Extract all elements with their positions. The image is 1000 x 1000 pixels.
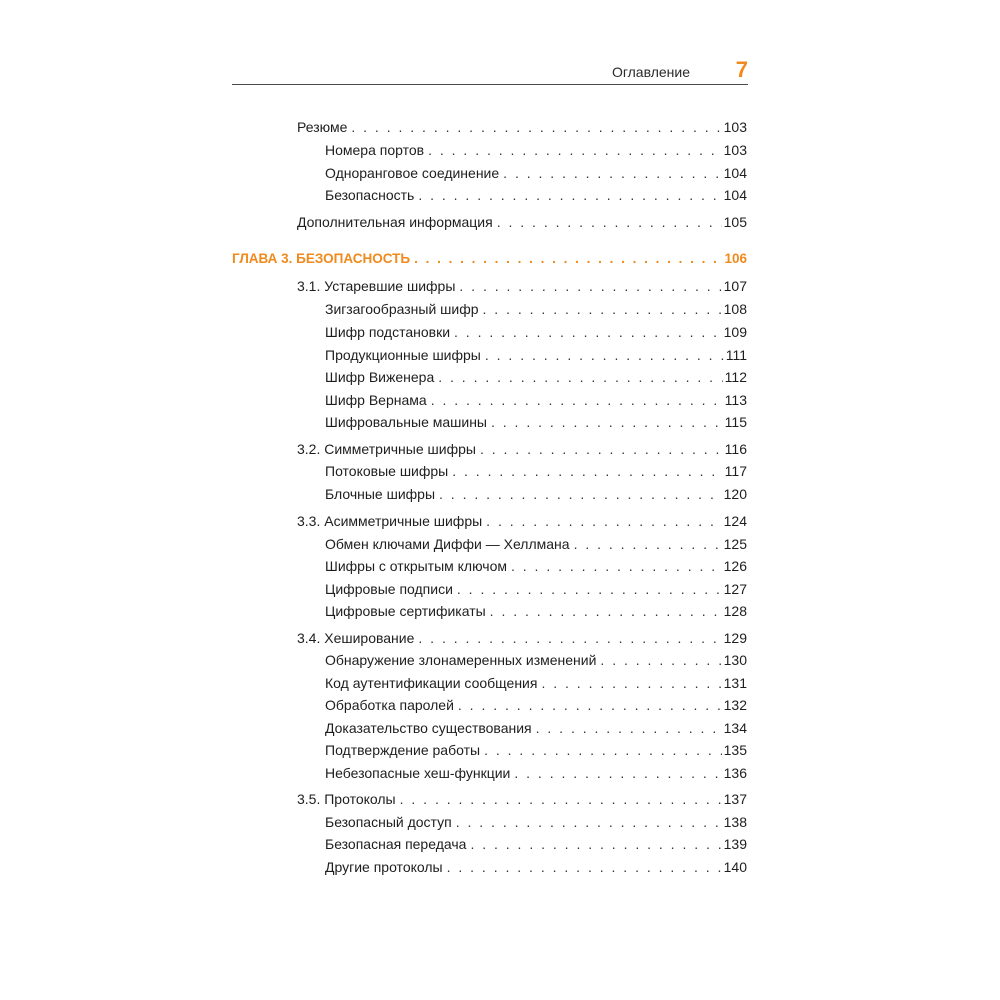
toc-entry-title: 3.2. Симметричные шифры [297, 441, 476, 457]
toc-entry[interactable] [325, 580, 747, 598]
toc-entry[interactable] [325, 858, 747, 876]
toc-entry[interactable] [325, 719, 747, 737]
toc-entry-page: 112 [724, 369, 747, 385]
toc-leader-dots [428, 141, 722, 159]
toc-entry-title: Шифр Вернама [325, 392, 427, 408]
toc-entry-page: 103 [723, 142, 747, 158]
toc-entry-title: Шифр подстановки [325, 324, 451, 340]
toc-leader-dots [458, 696, 722, 714]
toc-entry[interactable] [325, 741, 747, 759]
toc-entry-page: 111 [725, 347, 747, 363]
header-title: Оглавление [611, 64, 690, 80]
toc-entry-title: Продукционные шифры [325, 347, 481, 363]
toc-leader-dots [541, 674, 721, 692]
toc-entry-page: 138 [723, 814, 747, 830]
toc-entry[interactable] [325, 368, 747, 386]
toc-entry-page: 126 [723, 558, 747, 574]
toc-entry[interactable] [297, 118, 747, 136]
toc-entry[interactable] [325, 535, 747, 553]
toc-leader-dots [438, 368, 722, 386]
toc-entry[interactable] [297, 277, 747, 295]
toc-leader-dots [484, 741, 722, 759]
toc-entry-title: Доказательство существования [325, 720, 532, 736]
toc-entry-title: Шифр Виженера [325, 369, 435, 385]
toc-leader-dots [470, 835, 721, 853]
toc-entry-page: 116 [724, 441, 747, 457]
toc-entry[interactable] [325, 164, 747, 182]
toc-entry-title: Шифровальные машины [325, 414, 487, 430]
toc-entry-page: 109 [723, 324, 747, 340]
toc-entry-page: 140 [723, 859, 747, 875]
toc-entry[interactable] [325, 391, 747, 409]
toc-entry-title: Подтверждение работы [325, 742, 481, 758]
toc-entry-page: 128 [723, 603, 747, 619]
toc-leader-dots [418, 186, 721, 204]
toc-leader-dots [454, 323, 722, 341]
toc-entry[interactable] [325, 413, 747, 431]
toc-leader-dots [497, 213, 722, 231]
toc-entry-page: 103 [723, 119, 747, 135]
toc-entry-page: 107 [723, 278, 747, 294]
toc-entry[interactable] [325, 764, 747, 782]
toc-entry-title: Безопасный доступ [325, 814, 452, 830]
toc-entry-page: 129 [723, 630, 747, 646]
toc-entry-title: Безопасная передача [325, 836, 467, 852]
toc-entry-page: 120 [723, 486, 747, 502]
toc-entry[interactable] [297, 629, 747, 647]
toc-entry-title: Небезопасные хеш-функции [325, 765, 511, 781]
toc-entry[interactable] [325, 813, 747, 831]
toc-leader-dots [536, 719, 722, 737]
toc-entry[interactable] [325, 835, 747, 853]
toc-entry[interactable] [325, 462, 747, 480]
toc-entry-title: Дополнительная информация [297, 214, 493, 230]
toc-leader-dots [486, 512, 721, 530]
toc-leader-dots [447, 858, 722, 876]
toc-entry-title: Другие протоколы [325, 859, 443, 875]
toc-entry-title: Обработка паролей [325, 697, 454, 713]
toc-entry-page: 108 [723, 301, 747, 317]
toc-entry[interactable] [325, 651, 747, 669]
toc-entry-title: Безопасность [325, 187, 415, 203]
toc-entry-page: 106 [724, 251, 747, 266]
toc-entry[interactable] [297, 213, 747, 231]
toc-entry-title: Резюме [297, 119, 348, 135]
toc-entry[interactable] [325, 141, 747, 159]
toc-entry[interactable] [325, 186, 747, 204]
toc-leader-dots [456, 813, 722, 831]
toc-entry-page: 104 [723, 187, 747, 203]
toc-leader-dots [480, 440, 723, 458]
toc-entry-title: Одноранговое соединение [325, 165, 500, 181]
toc-entry[interactable] [297, 790, 747, 808]
toc-entry-page: 125 [723, 536, 747, 552]
toc-entry-title: ГЛАВА 3. БЕЗОПАСНОСТЬ [232, 251, 411, 266]
toc-entry-page: 131 [723, 675, 747, 691]
toc-entry-title: Цифровые подписи [325, 581, 453, 597]
toc-entry-title: Обмен ключами Диффи — Хеллмана [325, 536, 570, 552]
toc-entry-title: Номера портов [325, 142, 425, 158]
toc-entry-page: 139 [723, 836, 747, 852]
toc-entry-page: 113 [724, 392, 747, 408]
toc-entry-page: 135 [723, 742, 747, 758]
toc-entry-page: 105 [723, 214, 747, 230]
toc-leader-dots [414, 250, 722, 268]
toc-entry-title: Обнаружение злонамеренных изменений [325, 652, 597, 668]
toc-entry[interactable] [325, 323, 747, 341]
toc-leader-dots [400, 790, 722, 808]
toc-entry-title: Шифры с открытым ключом [325, 558, 507, 574]
toc-entry-page: 137 [723, 791, 747, 807]
toc-leader-dots [491, 413, 723, 431]
toc-entry[interactable] [325, 602, 747, 620]
toc-entry-page: 136 [723, 765, 747, 781]
toc-leader-dots [485, 346, 724, 364]
toc-entry-title: Код аутентификации сообщения [325, 675, 538, 691]
toc-entry[interactable] [325, 674, 747, 692]
toc-entry-title: 3.5. Протоколы [297, 791, 396, 807]
toc-leader-dots [431, 391, 723, 409]
toc-leader-dots [439, 485, 722, 503]
toc-entry-page: 117 [724, 463, 747, 479]
toc-entry-page: 124 [723, 513, 747, 529]
running-header [232, 57, 748, 85]
toc-entry-title: 3.1. Устаревшие шифры [297, 278, 456, 294]
toc-entry-title: Потоковые шифры [325, 463, 449, 479]
toc-leader-dots [452, 462, 722, 480]
toc-leader-dots [490, 602, 722, 620]
toc-entry-page: 130 [723, 652, 747, 668]
toc-leader-dots [574, 535, 722, 553]
toc-leader-dots [418, 629, 721, 647]
toc-entry[interactable] [325, 557, 747, 575]
toc-leader-dots [483, 300, 722, 318]
toc-entry-title: 3.4. Хеширование [297, 630, 415, 646]
toc-entry[interactable] [325, 346, 747, 364]
toc-entry-page: 132 [723, 697, 747, 713]
toc-entry-page: 134 [723, 720, 747, 736]
toc-entry-page: 115 [724, 414, 747, 430]
toc-entry[interactable] [297, 512, 747, 530]
toc-leader-dots [600, 651, 721, 669]
toc-leader-dots [459, 277, 721, 295]
header-page-number: 7 [735, 57, 748, 82]
toc-entry[interactable] [325, 696, 747, 714]
toc-entry[interactable] [325, 300, 747, 318]
toc-leader-dots [514, 764, 721, 782]
toc-entry-title: Блочные шифры [325, 486, 436, 502]
toc-entry-title: Цифровые сертификаты [325, 603, 486, 619]
toc-entry[interactable] [297, 440, 747, 458]
toc-entry-page: 104 [723, 165, 747, 181]
toc-leader-dots [503, 164, 721, 182]
toc-entry-title: 3.3. Асимметричные шифры [297, 513, 483, 529]
toc-leader-dots [351, 118, 721, 136]
toc-chapter-entry[interactable] [232, 250, 747, 268]
toc-entry-page: 127 [723, 581, 747, 597]
toc-entry[interactable] [325, 485, 747, 503]
toc-entry-title: Зигзагообразный шифр [325, 301, 479, 317]
toc-leader-dots [457, 580, 722, 598]
toc-leader-dots [511, 557, 722, 575]
